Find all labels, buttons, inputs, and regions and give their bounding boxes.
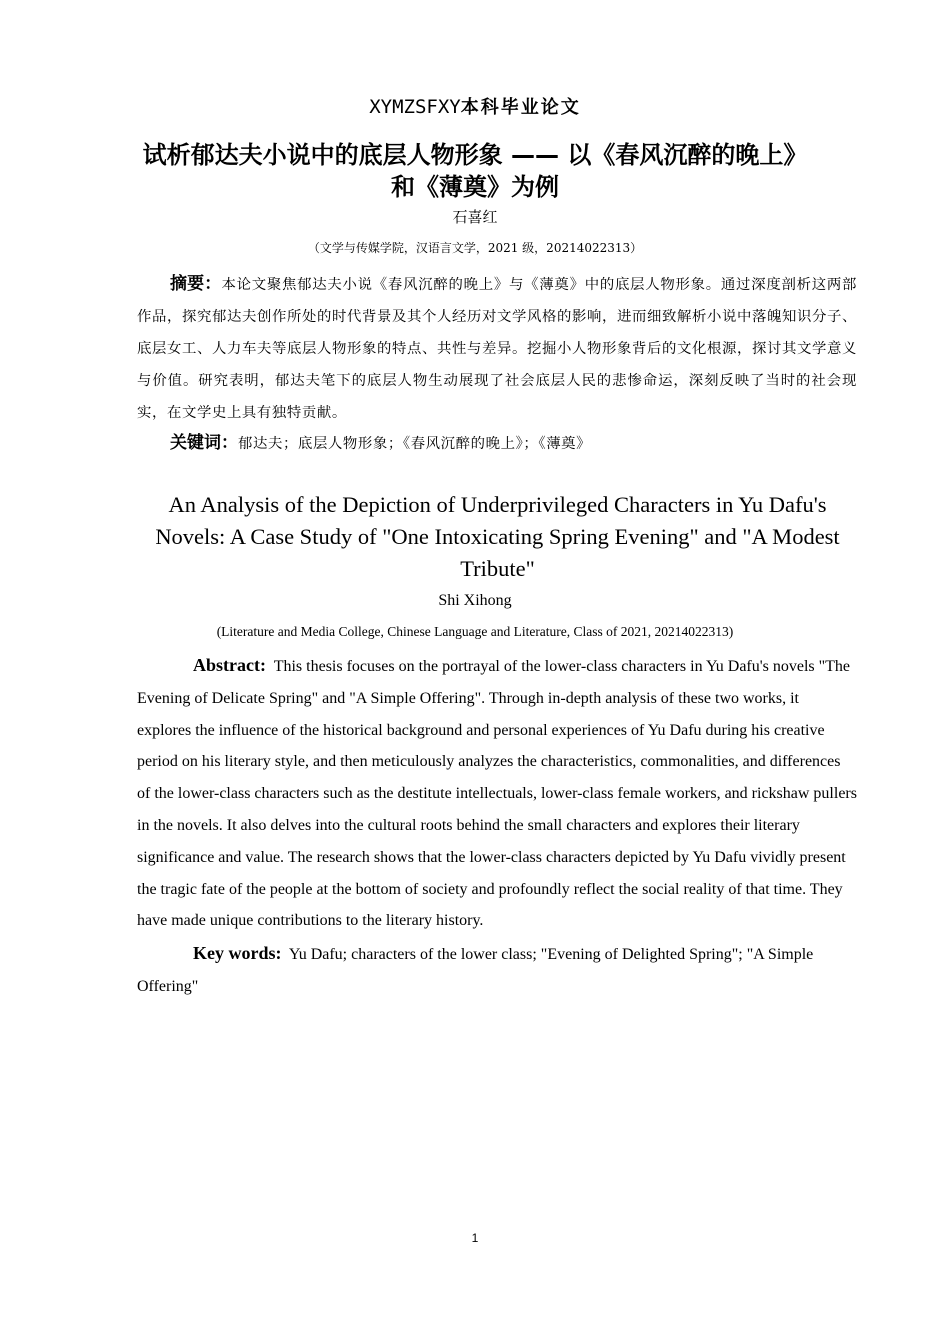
chinese-abstract-label: 摘要： bbox=[170, 274, 222, 294]
english-abstract-label: Abstract: bbox=[193, 655, 266, 675]
chinese-keywords-text: 郁达夫；底层人物形象；《春风沉醉的晚上》；《薄奠》 bbox=[238, 436, 592, 452]
english-keywords bbox=[137, 938, 857, 1003]
running-header bbox=[0, 94, 950, 121]
chinese-author: 石喜红 bbox=[452, 208, 498, 226]
english-affiliation: (Literature and Media College, Chinese Language and Literature, Class of 2021, 20214022313) bbox=[216, 624, 734, 639]
english-title: An Analysis of the Depiction of Underprivileged Characters in Yu Dafu's Novels: A Case Study of "One Intoxicating Spring Evening" and "A Modest Tribute" bbox=[155, 492, 840, 581]
chinese-title bbox=[100, 139, 850, 203]
page-number: 1 bbox=[471, 1231, 479, 1245]
chinese-keywords bbox=[137, 428, 857, 459]
chinese-affiliation: （文学与传媒学院，汉语言文学，2021 级，20214022313） bbox=[307, 241, 643, 255]
chinese-abstract-text: 本论文聚焦郁达夫小说《春风沉醉的晚上》与《薄奠》中的底层人物形象。通过深度剖析这两部作品，探究郁达夫创作所处的时代背景及其个人经历对文学风格的影响，进而细致解析小说中落魄知识分子、底层女工、人力车夫等底层人物形象的特点、共性与差异。挖掘小人物形象背后的文化根源，探讨其文学意义与价值。研究表明，郁达夫笔下的底层人物生动展现了社会底层人民的悲惨命运，深刻反映了当时的社会现实，在文学史上具有独特贡献。 bbox=[137, 277, 858, 421]
english-keywords-text: Yu Dafu; characters of the lower class; "Evening of Delighted Spring"; "A Simple Offering" bbox=[137, 946, 814, 995]
chinese-title-line-1: 试析郁达夫小说中的底层人物形象 —— 以《春风沉醉的晚上》 bbox=[142, 141, 808, 169]
chinese-abstract bbox=[137, 268, 857, 429]
english-abstract-text: This thesis focuses on the portrayal of the lower-class characters in Yu Dafu's novels "The Evening of Delicate Spring" and "A Simple Offering". Through in-depth analysis of these two works, it explores the influence of the historical background and personal experiences of Yu Dafu during his creative period on his literary style, and then meticulously analyzes the characteristics, commonalities, and differences of the lower-class characters such as the destitute intellectuals, lower-class female workers, and rickshaw pullers in the novels. It also delves into the cultural roots behind the small characters and explores their literary significance and value. The research shows that the lower-class characters depicted by Yu Dafu vividly present the tragic fate of the people at the bottom of society and profoundly reflect the social reality of that time. They have made unique contributions to the literary history. bbox=[137, 658, 857, 930]
english-keywords-label: Key words: bbox=[193, 943, 282, 963]
chinese-title-line-2: 和《薄奠》为例 bbox=[391, 173, 559, 201]
thesis-type-label: 本科毕业论文 bbox=[460, 97, 581, 118]
institution-code: XYMZSFXY bbox=[369, 96, 461, 118]
chinese-keywords-label: 关键词： bbox=[170, 433, 238, 453]
english-abstract bbox=[137, 650, 857, 937]
english-author: Shi Xihong bbox=[438, 592, 512, 609]
